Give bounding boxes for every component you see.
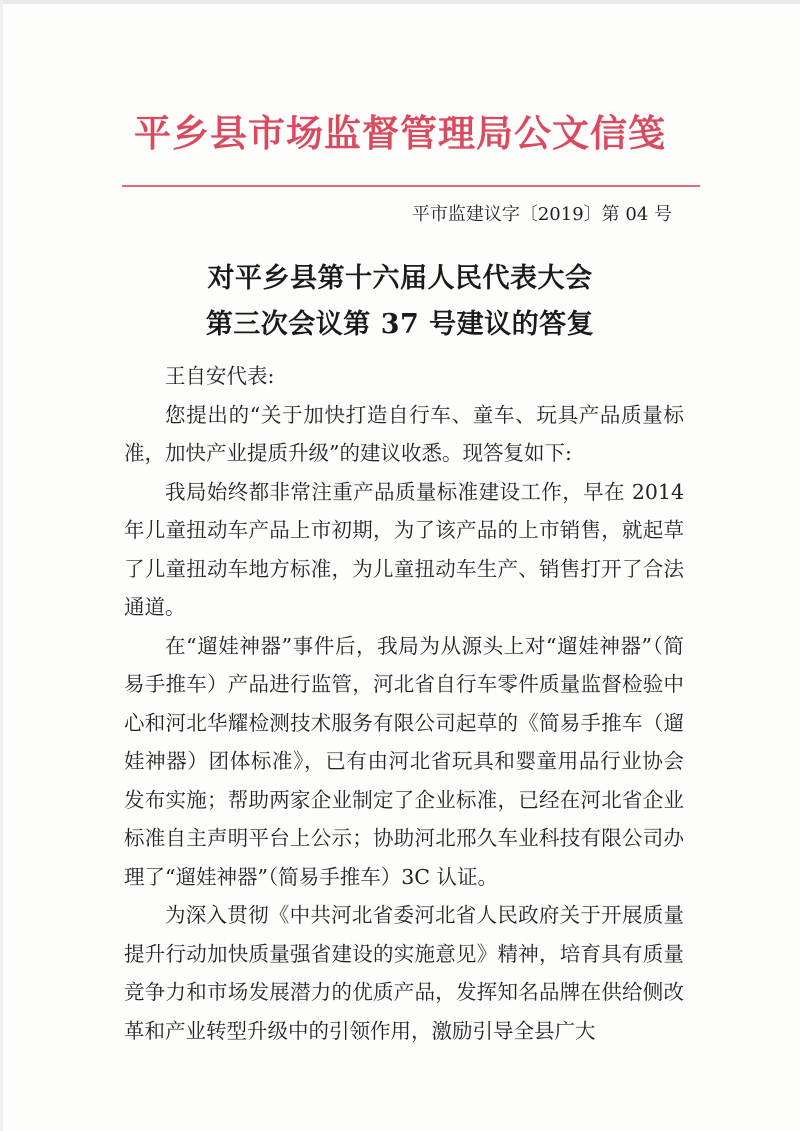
body-paragraph-1: 您提出的“关于加快打造自行车、童车、玩具产品质量标准，加快产业提质升级”的建议收悉。现答复如下: — [124, 402, 684, 465]
body-paragraph-4: 为深入贯彻《中共河北省委河北省人民政府关于开展质量提升行动加快质量强省建设的实施意见》精神，培育具有质量竞争力和市场发展潜力的优质产品，发挥知名品牌在供给侧改革和产业转型升级中的引领作用，激励引导全县广大 — [124, 903, 684, 1043]
salutation: 王自安代表: — [165, 364, 275, 388]
document-number: 平市监建议字〔2019〕第 04 号 — [411, 204, 672, 225]
body-paragraph-2: 我局始终都非常注重产品质量标准建设工作，早在 2014 年儿童扭动车产品上市初期，为了该产品的上市销售，就起草了儿童扭动车地方标准，为儿童扭动车生产、销售打开了合法通道。 — [124, 479, 684, 619]
body-paragraph-3: 在“遛娃神器”事件后，我局为从源头上对“遛娃神器”（简易手推车）产品进行监管，河北省自行车零件质量监督检验中心和河北华耀检测技术服务有限公司起草的《简易手推车（遛娃神器）团体标准》，已有由河北省玩具和婴童用品行业协会发布实施；帮助两家企业制定了企业标准，已经在河北省企业标准自主声明平台上公示；协助河北邢久车业科技有限公司办理了“遛娃神器”（简易手推车）3C 认证。 — [124, 633, 684, 889]
letterhead-title: 平乡县市场监督管理局公文信笺 — [134, 111, 666, 155]
document-body — [124, 357, 684, 1050]
letterhead-red-rule — [122, 185, 700, 187]
document-title-line-1: 对平乡县第十六届人民代表大会 — [207, 263, 593, 294]
scan-edge-top — [0, 0, 800, 4]
document-title-line-2: 第三次会议第 37 号建议的答复 — [205, 309, 595, 340]
scan-edge-left — [0, 0, 3, 1131]
